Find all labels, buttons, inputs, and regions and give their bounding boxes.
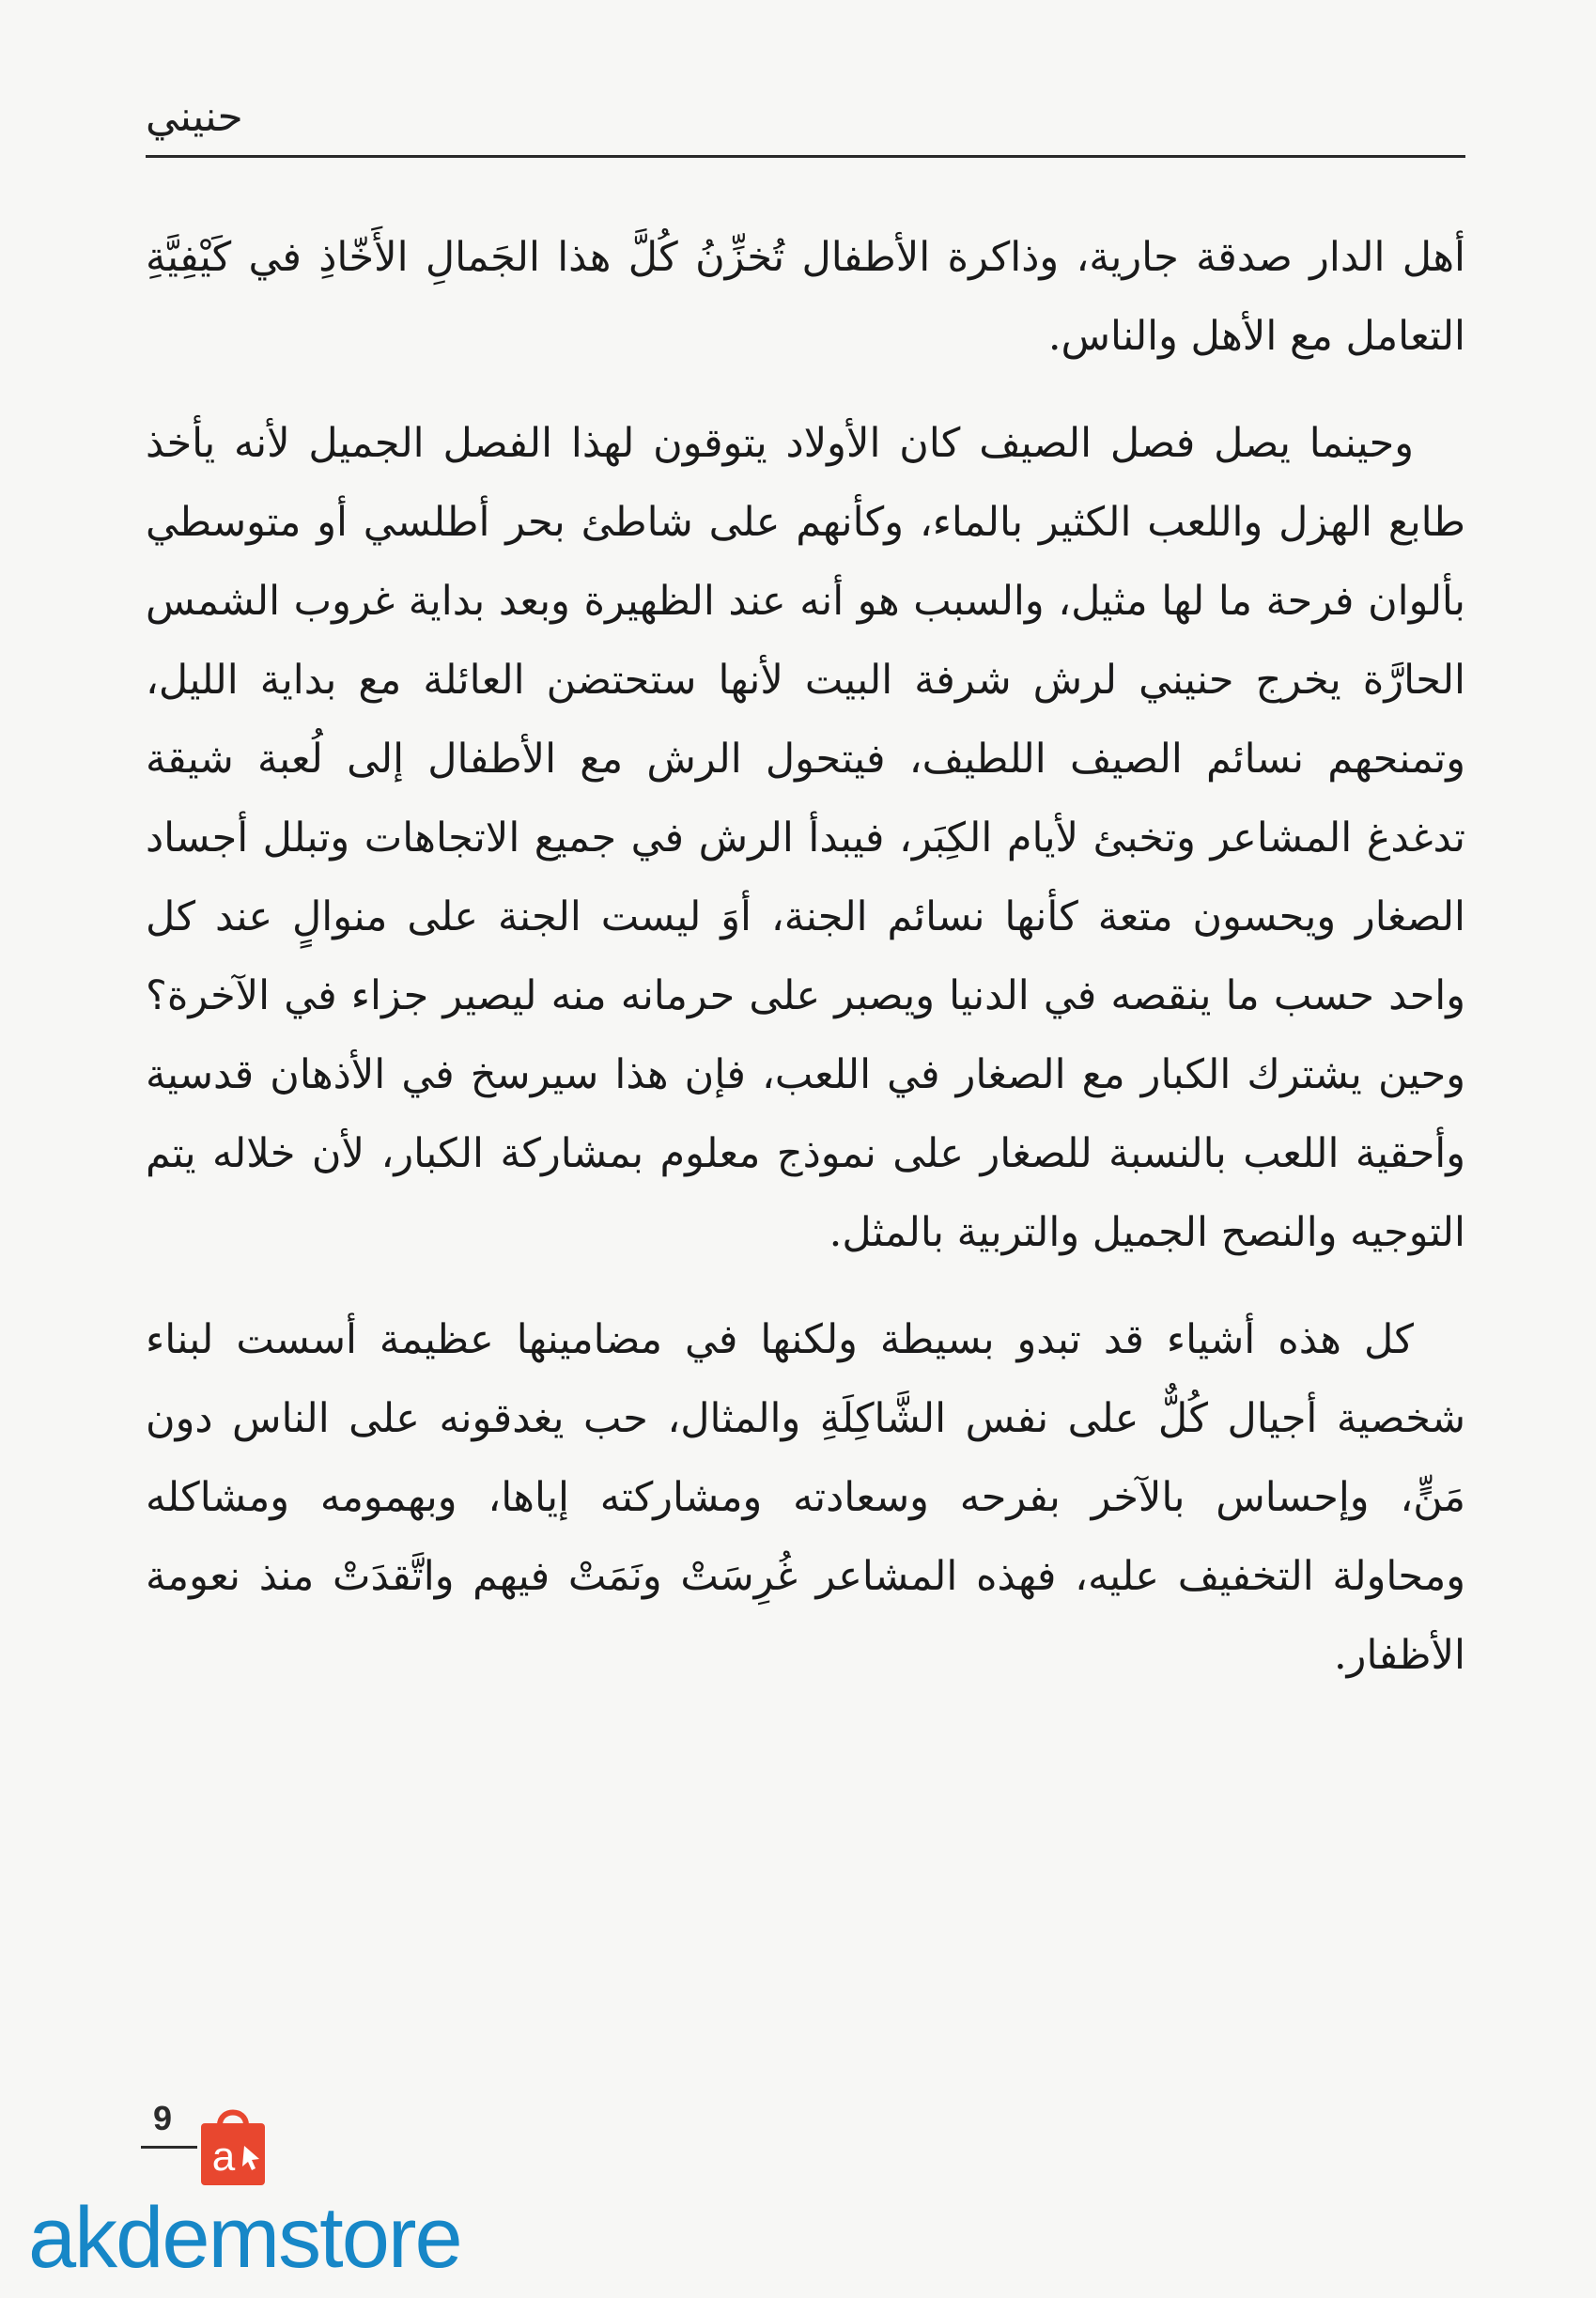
shopping-bag-logo-icon	[195, 2097, 271, 2191]
page-number: 9	[153, 2099, 173, 2137]
logo-letter: a	[211, 2134, 236, 2180]
running-header	[146, 89, 1465, 158]
running-header-title: حنيني	[146, 93, 243, 141]
paragraph: أهل الدار صدقة جارية، وذاكرة الأطفال تُخزِّنُ كُلَّ هذا الجَمالِ الأَخّاذِ في كَيْفِيَّةِ التعامل مع الأهل والناس.	[146, 234, 1465, 360]
store-watermark-text: akdemstore	[28, 2190, 461, 2286]
paragraph: كل هذه أشياء قد تبدو بسيطة ولكنها في مضامينها عظيمة أسست لبناء شخصية أجيال كُلٌّ على نفس الشَّاكِلَةِ والمثال، حب يغدقونه على الناس دون مَنٍّ، وإحساس بالآخر بفرحه وسعادته ومشاركته إياها، وبهمومه ومشاكله ومحاولة التخفيف عليه، فهذه المشاعر غُرِسَتْ ونَمَتْ فيهم واتَّقدَتْ منذ نعومة الأظفار.	[146, 1316, 1465, 1679]
body-text	[146, 218, 1465, 1695]
paragraph-spacer	[146, 376, 1465, 404]
paragraph: وحينما يصل فصل الصيف كان الأولاد يتوقون لهذا الفصل الجميل لأنه يأخذ طابع الهزل واللعب الكثير بالماء، وكأنهم على شاطئ بحر أطلسي أو متوسطي بألوان فرحة ما لها مثيل، والسبب هو أنه عند الظهيرة وبعد بداية غروب الشمس الحارَّة يخرج حنيني لرش شرفة البيت لأنها ستحتضن العائلة مع بداية الليل، وتمنحهم نسائم الصيف اللطيف، فيتحول الرش مع الأطفال إلى لُعبة شيقة تدغدغ المشاعر وتخبئ لأيام الكِبَر، فيبدأ الرش في جميع الاتجاهات وتبلل أجساد الصغار ويحسون متعة كأنها نسائم الجنة، أوَ ليست الجنة على منوالٍ عند كل واحد حسب ما ينقصه في الدنيا ويصبر على حرمانه منه ليصير جزاء في الآخرة؟ وحين يشترك الكبار مع الصغار في اللعب، فإن هذا سيرسخ في الأذهان قدسية وأحقية اللعب بالنسبة للصغار على نموذج معلوم بمشاركة الكبار، لأن خلاله يتم التوجيه والنصح الجميل والتربية بالمثل.	[146, 420, 1465, 1256]
page-number-underline	[141, 2146, 197, 2149]
bag-handle-icon	[220, 2113, 246, 2126]
paragraph-spacer	[146, 1272, 1465, 1300]
